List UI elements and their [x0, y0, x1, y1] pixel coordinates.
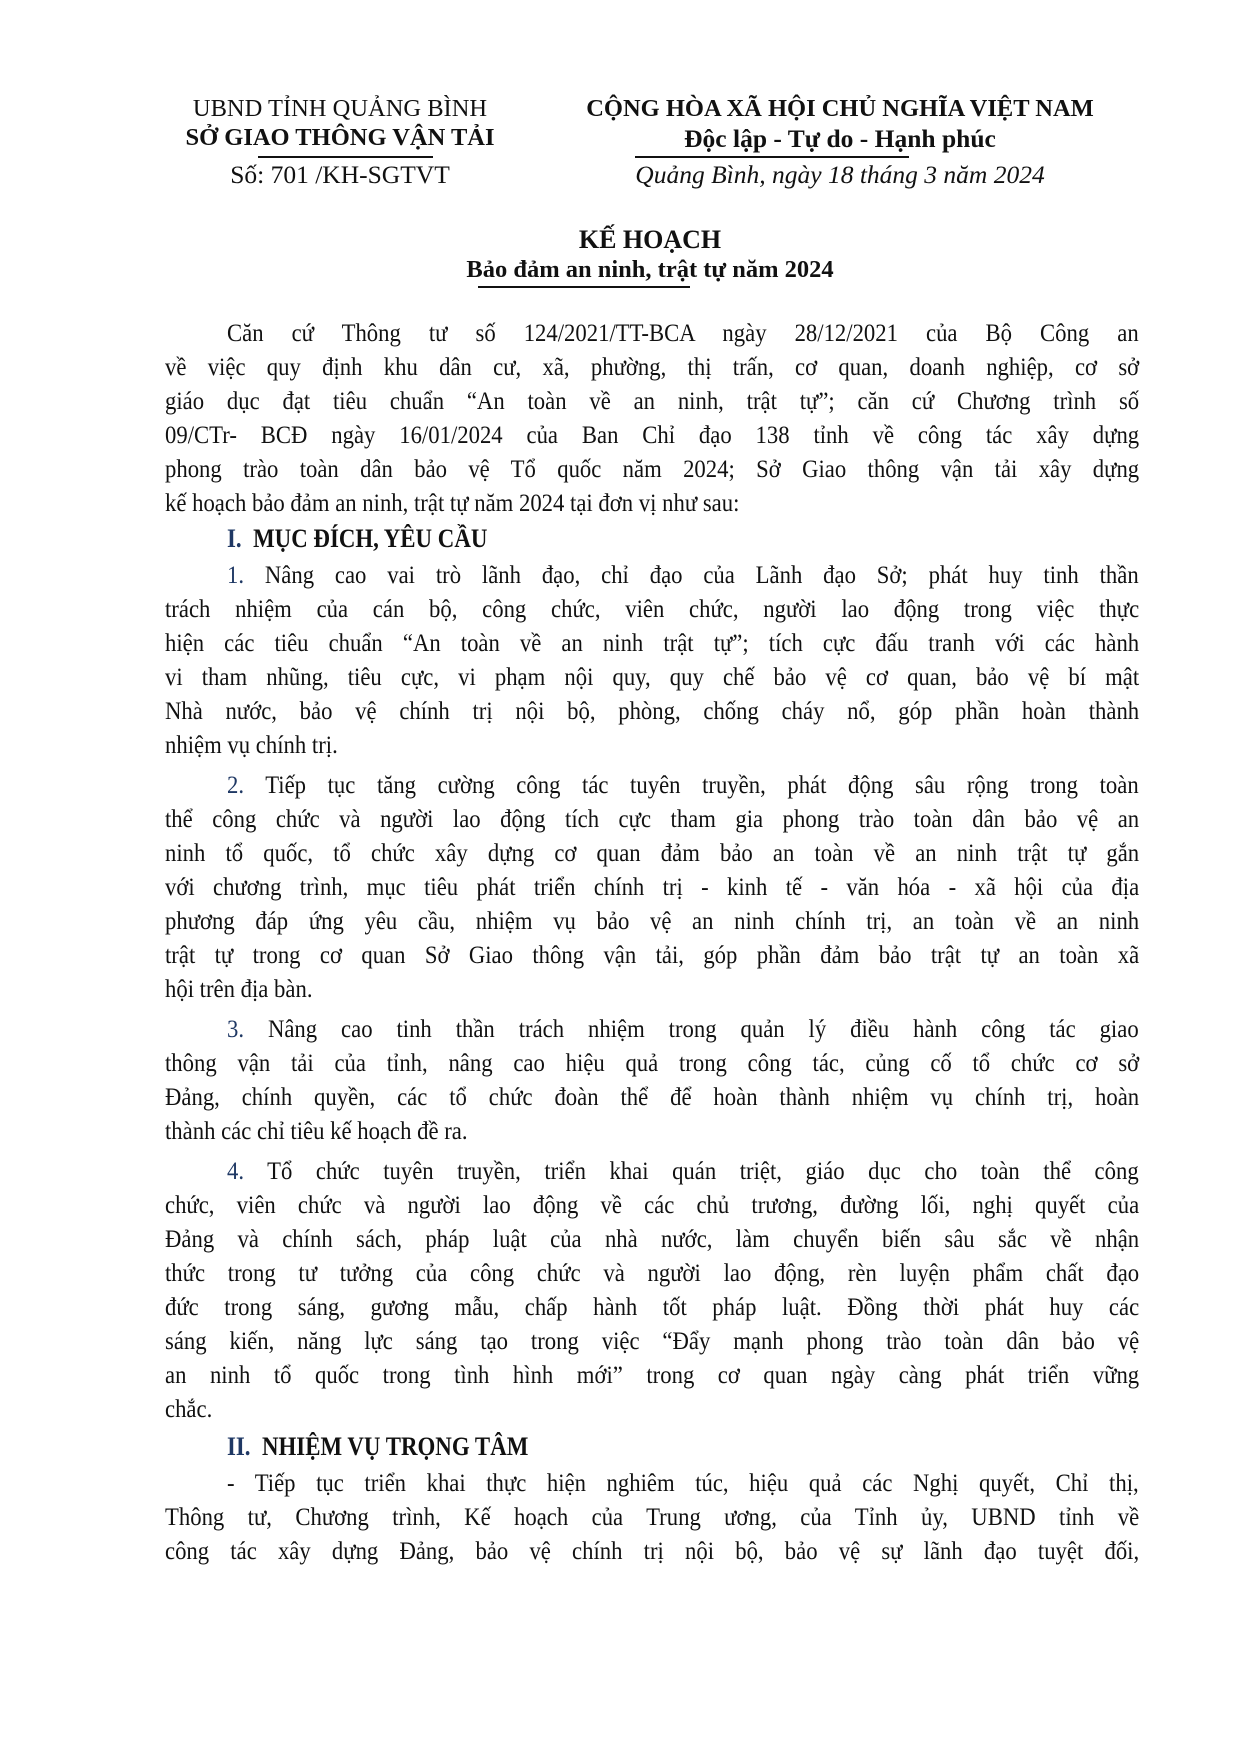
agency-name: SỞ GIAO THÔNG VẬN TẢI — [185, 124, 495, 151]
national-title: CỘNG HÒA XÃ HỘI CHỦ NGHĨA VIỆT NAM — [586, 95, 1094, 122]
item-line: Nhà nước, bảo vệ chính trị nội bộ, phòng, chống cháy nổ, góp phần hoàn thành — [165, 696, 1140, 725]
body-line: Thông tư, Chương trình, Kế hoạch của Trung ương, của Tỉnh ủy, UBND tỉnh về — [165, 1502, 1140, 1531]
subject-underline — [478, 286, 690, 288]
section-title: NHIỆM VỤ TRỌNG TÂM — [261, 1432, 529, 1461]
document-type: KẾ HOẠCH — [578, 225, 722, 254]
item-line: chắc. — [165, 1394, 213, 1423]
item-line — [227, 1014, 1139, 1044]
preamble-line: kế hoạch bảo đảm an ninh, trật tự năm 2024 tại đơn vị như sau: — [165, 488, 740, 517]
national-motto: Độc lập - Tự do - Hạnh phúc — [684, 124, 996, 153]
item-text: Tổ chức tuyên truyền, triển khai quán triệt, giáo dục cho toàn thể công — [244, 1156, 1139, 1185]
item-line: ninh tổ quốc, tổ chức xây dựng cơ quan đảm bảo an toàn về an ninh trật tự gắn — [165, 838, 1140, 867]
item-line: Đảng, chính quyền, các tổ chức đoàn thể để hoàn thành nhiệm vụ chính trị, hoàn — [165, 1082, 1140, 1111]
section-numeral: II. — [227, 1432, 251, 1461]
preamble-line: phong trào toàn dân bảo vệ Tổ quốc năm 2024; Sở Giao thông vận tải xây dựng — [165, 454, 1140, 483]
item-line — [227, 770, 1139, 800]
item-line: trách nhiệm của cán bộ, công chức, viên chức, người lao động trong việc thực — [165, 594, 1140, 623]
item-line — [227, 560, 1139, 590]
agency-parent: UBND TỈNH QUẢNG BÌNH — [192, 95, 488, 122]
preamble-line: 09/CTr- BCĐ ngày 16/01/2024 của Ban Chỉ đạo 138 tỉnh về công tác xây dựng — [165, 420, 1140, 449]
item-line: thông vận tải của tỉnh, nâng cao hiệu quả trong công tác, củng cố tổ chức cơ sở — [165, 1048, 1140, 1077]
body-line: - Tiếp tục triển khai thực hiện nghiêm túc, hiệu quả các Nghị quyết, Chỉ thị, — [227, 1468, 1139, 1497]
item-line: thể công chức và người lao động tích cực tham gia phong trào toàn dân bảo vệ an — [165, 804, 1140, 833]
item-line: nhiệm vụ chính trị. — [165, 730, 338, 759]
item-line: Đảng và chính sách, pháp luật của nhà nước, làm chuyển biến sâu sắc về nhận — [165, 1224, 1140, 1253]
item-line: đức trong sáng, gương mẫu, chấp hành tốt pháp luật. Đồng thời phát huy các — [165, 1292, 1140, 1321]
item-line: trật tự trong cơ quan Sở Giao thông vận tải, góp phần đảm bảo trật tự an toàn xã — [165, 940, 1140, 969]
item-line: an ninh tổ quốc trong tình hình mới” trong cơ quan ngày càng phát triển vững — [165, 1360, 1140, 1389]
item-text: Nâng cao tinh thần trách nhiệm trong quản lý điều hành công tác giao — [244, 1014, 1139, 1043]
item-line: sáng kiến, năng lực sáng tạo trong việc “Đẩy mạnh phong trào toàn dân bảo vệ — [165, 1326, 1140, 1355]
item-line: thành các chỉ tiêu kế hoạch đề ra. — [165, 1116, 468, 1145]
item-number: 3. — [227, 1014, 245, 1043]
item-number: 4. — [227, 1156, 245, 1185]
section-heading-2 — [227, 1432, 528, 1462]
motto-underline — [635, 156, 909, 158]
item-line: chức, viên chức và người lao động về các chủ trương, đường lối, nghị quyết của — [165, 1190, 1140, 1219]
item-line: hội trên địa bàn. — [165, 974, 313, 1003]
body-line: công tác xây dựng Đảng, bảo vệ chính trị nội bộ, bảo vệ sự lãnh đạo tuyệt đối, — [165, 1536, 1140, 1565]
item-line: phương đáp ứng yêu cầu, nhiệm vụ bảo vệ an ninh chính trị, an toàn về an ninh — [165, 906, 1140, 935]
preamble-line: giáo dục đạt tiêu chuẩn “An toàn về an ninh, trật tự”; căn cứ Chương trình số — [165, 386, 1140, 415]
section-heading-1 — [227, 524, 487, 554]
item-line — [227, 1156, 1139, 1186]
section-numeral: I. — [227, 524, 242, 553]
place-date: Quảng Bình, ngày 18 tháng 3 năm 2024 — [635, 160, 1045, 189]
document-number: Số: 701 /KH-SGTVT — [230, 160, 450, 189]
item-number: 1. — [227, 560, 245, 589]
agency-underline — [258, 156, 433, 158]
item-line: thức trong tư tưởng của công chức và người lao động, rèn luyện phẩm chất đạo — [165, 1258, 1140, 1287]
item-text: Nâng cao vai trò lãnh đạo, chỉ đạo của Lãnh đạo Sở; phát huy tinh thần — [244, 560, 1139, 589]
preamble-line: Căn cứ Thông tư số 124/2021/TT-BCA ngày 28/12/2021 của Bộ Công an — [227, 318, 1139, 347]
document-subject: Bảo đảm an ninh, trật tự năm 2024 — [466, 256, 834, 283]
item-line: hiện các tiêu chuẩn “An toàn về an ninh trật tự”; tích cực đấu tranh với các hành — [165, 628, 1140, 657]
preamble-line: về việc quy định khu dân cư, xã, phường, thị trấn, cơ quan, doanh nghiệp, cơ sở — [165, 352, 1140, 381]
item-number: 2. — [227, 770, 245, 799]
item-line: với chương trình, mục tiêu phát triển chính trị - kinh tế - văn hóa - xã hội của địa — [165, 872, 1140, 901]
item-line: vi tham nhũng, tiêu cực, vi phạm nội quy, quy chế bảo vệ cơ quan, bảo vệ bí mật — [165, 662, 1140, 691]
section-title: MỤC ĐÍCH, YÊU CẦU — [253, 524, 488, 553]
item-text: Tiếp tục tăng cường công tác tuyên truyền, phát động sâu rộng trong toàn — [244, 770, 1139, 799]
